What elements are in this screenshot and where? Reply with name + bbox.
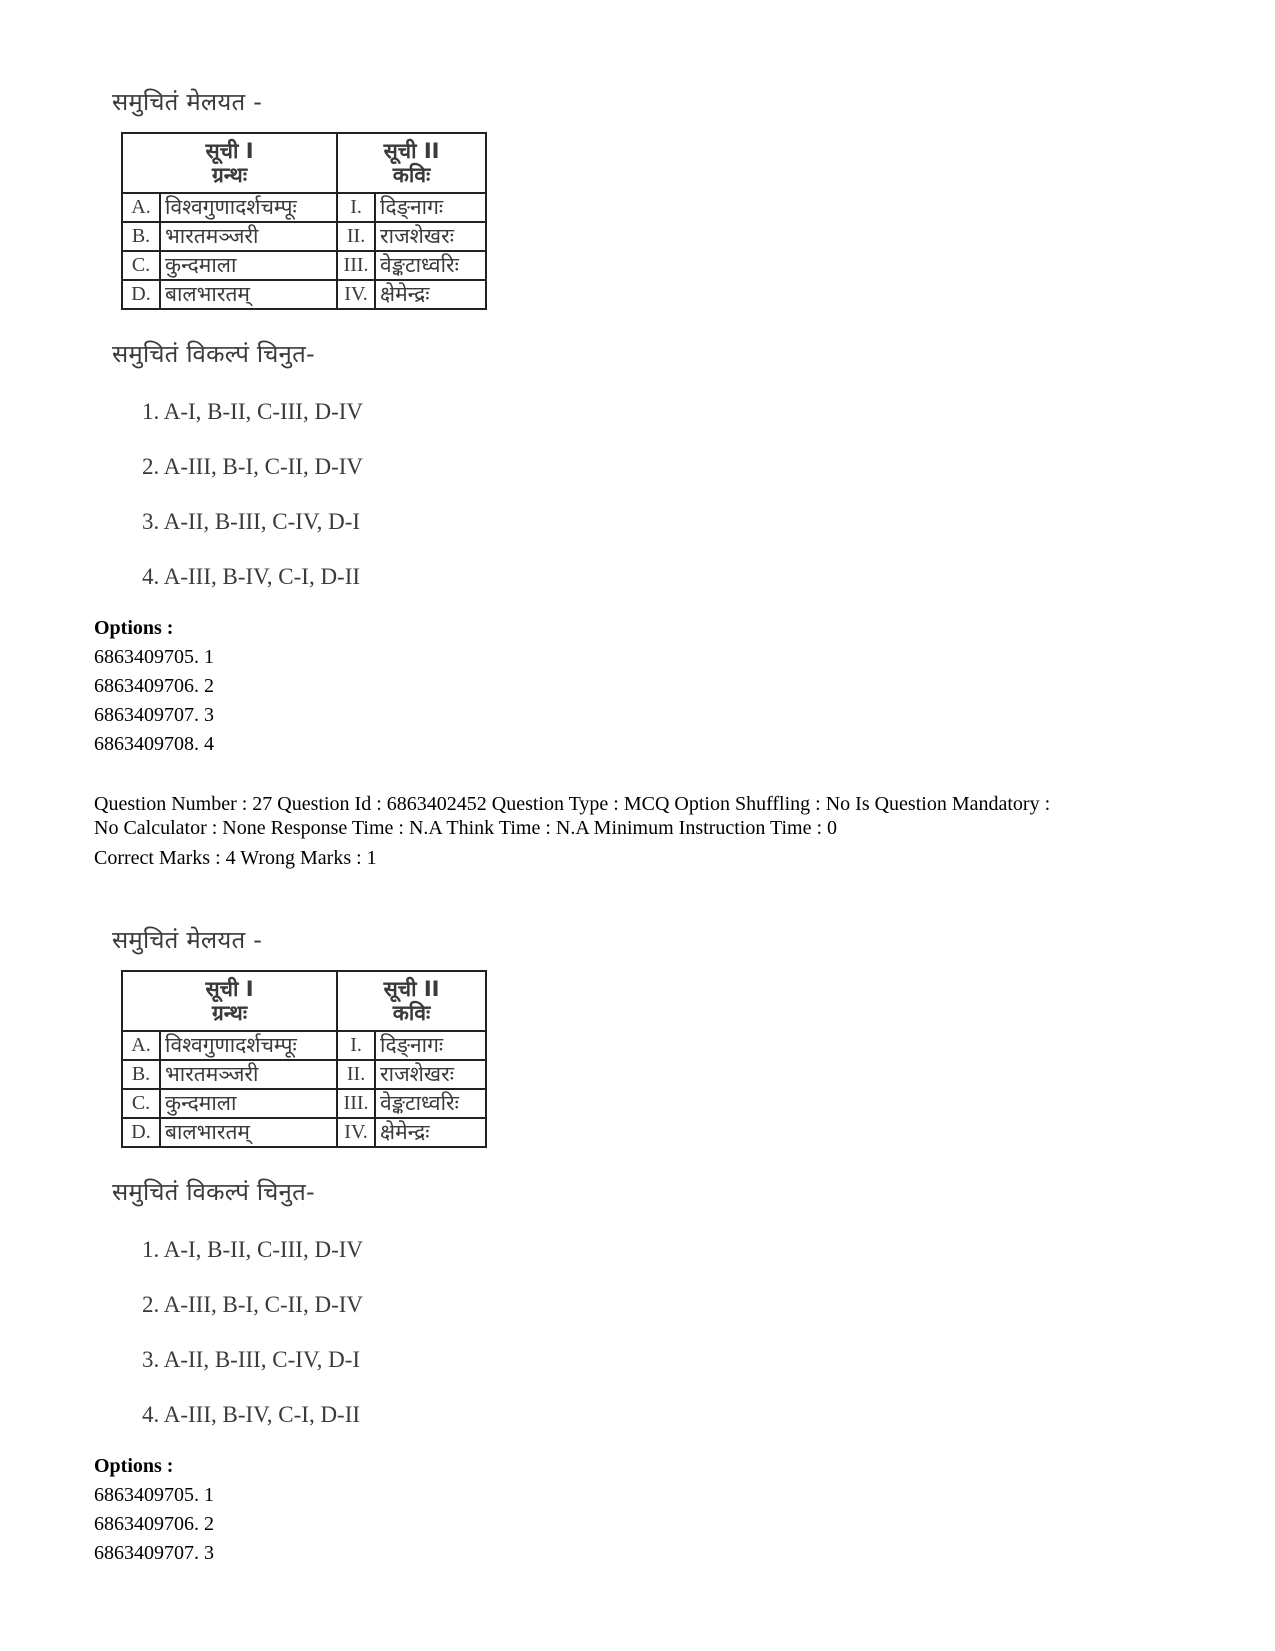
question-marks: Correct Marks : 4 Wrong Marks : 1 [94, 847, 377, 869]
row-label: IV. [337, 1118, 375, 1147]
list-1-title: सूची I [205, 139, 254, 163]
row-label: B. [122, 222, 160, 251]
list-2-subtitle: कविः [392, 1001, 431, 1025]
row-label: II. [337, 222, 375, 251]
table-row [122, 1031, 486, 1060]
row-label: C. [122, 1089, 160, 1118]
row-label: B. [122, 1060, 160, 1089]
row-label: III. [337, 1089, 375, 1118]
table-row [122, 1118, 486, 1147]
list-1-header [122, 971, 337, 1031]
row-label: D. [122, 1118, 160, 1147]
choice-item: 3. A-II, B-III, C-IV, D-I [142, 1347, 361, 1372]
list-1-item: बालभारतम् [160, 1118, 337, 1147]
list-1-item: बालभारतम् [160, 280, 337, 309]
list-2-subtitle: कविः [392, 163, 431, 187]
list-2-title: सूची II [383, 139, 440, 163]
question-meta [94, 792, 1214, 870]
choice-list [142, 1222, 612, 1442]
row-label: A. [122, 1031, 160, 1060]
choose-instruction: समुचितं विकल्पं चिनुत- [112, 1178, 315, 1206]
match-table [121, 132, 487, 310]
list-1-item: कुन्दमाला [160, 1089, 337, 1118]
choice-item: 4. A-III, B-IV, C-I, D-II [142, 564, 361, 589]
list-2-item: वेङ्कटाध्वरिः [375, 1089, 486, 1118]
list-1-title: सूची I [205, 977, 254, 1001]
list-2-item: क्षेमेन्द्रः [375, 1118, 486, 1147]
choice-item: 2. A-III, B-I, C-II, D-IV [142, 1292, 363, 1317]
option-id: 6863409706. 2 [94, 675, 214, 697]
row-label: I. [337, 1031, 375, 1060]
option-id: 6863409707. 3 [94, 1542, 214, 1564]
list-1-item: भारतमञ्जरी [160, 1060, 337, 1089]
option-id: 6863409707. 3 [94, 704, 214, 726]
list-1-subtitle: ग्रन्थः [211, 1001, 248, 1025]
choice-item: 1. A-I, B-II, C-III, D-IV [142, 399, 363, 424]
question-image-2 [112, 918, 612, 1442]
option-id: 6863409705. 1 [94, 1484, 214, 1506]
table-row [122, 280, 486, 309]
table-row [122, 1060, 486, 1089]
choice-item: 2. A-III, B-I, C-II, D-IV [142, 454, 363, 479]
list-2-item: राजशेखरः [375, 1060, 486, 1089]
choice-list [142, 384, 612, 604]
list-1-item: विश्वगुणादर्शचम्पूः [160, 1031, 337, 1060]
choice-item: 1. A-I, B-II, C-III, D-IV [142, 1237, 363, 1262]
options-block-2 [94, 1452, 1214, 1568]
match-table [121, 970, 487, 1148]
row-label: A. [122, 193, 160, 222]
match-instruction: समुचितं मेलयत - [112, 926, 263, 954]
option-id: 6863409706. 2 [94, 1513, 214, 1535]
table-row [122, 1089, 486, 1118]
list-2-header [337, 133, 486, 193]
options-heading: Options : [94, 617, 174, 639]
options-heading: Options : [94, 1455, 174, 1477]
row-label: IV. [337, 280, 375, 309]
list-1-item: विश्वगुणादर्शचम्पूः [160, 193, 337, 222]
table-row [122, 251, 486, 280]
question-meta-line-2: No Calculator : None Response Time : N.A Think Time : N.A Minimum Instruction Time : 0 [94, 817, 838, 839]
list-1-header [122, 133, 337, 193]
row-label: II. [337, 1060, 375, 1089]
choice-item: 3. A-II, B-III, C-IV, D-I [142, 509, 361, 534]
option-id: 6863409708. 4 [94, 733, 214, 755]
table-row [122, 193, 486, 222]
row-label: D. [122, 280, 160, 309]
list-2-header [337, 971, 486, 1031]
list-1-item: कुन्दमाला [160, 251, 337, 280]
list-2-item: राजशेखरः [375, 222, 486, 251]
list-1-subtitle: ग्रन्थः [211, 163, 248, 187]
list-2-item: दिङ्नागः [375, 1031, 486, 1060]
row-label: I. [337, 193, 375, 222]
table-header-row [122, 133, 486, 193]
list-2-title: सूची II [383, 977, 440, 1001]
list-1-item: भारतमञ्जरी [160, 222, 337, 251]
row-label: III. [337, 251, 375, 280]
table-row [122, 222, 486, 251]
table-header-row [122, 971, 486, 1031]
question-image-1 [112, 80, 612, 604]
row-label: C. [122, 251, 160, 280]
list-2-item: वेङ्कटाध्वरिः [375, 251, 486, 280]
choose-instruction: समुचितं विकल्पं चिनुत- [112, 340, 315, 368]
list-2-item: क्षेमेन्द्रः [375, 280, 486, 309]
match-instruction: समुचितं मेलयत - [112, 88, 263, 116]
question-meta-line-1: Question Number : 27 Question Id : 6863402452 Question Type : MCQ Option Shuffling : No Is Question Mandatory : [94, 793, 1051, 815]
options-block-1 [94, 614, 1214, 759]
option-id: 6863409705. 1 [94, 646, 214, 668]
list-2-item: दिङ्नागः [375, 193, 486, 222]
choice-item: 4. A-III, B-IV, C-I, D-II [142, 1402, 361, 1427]
